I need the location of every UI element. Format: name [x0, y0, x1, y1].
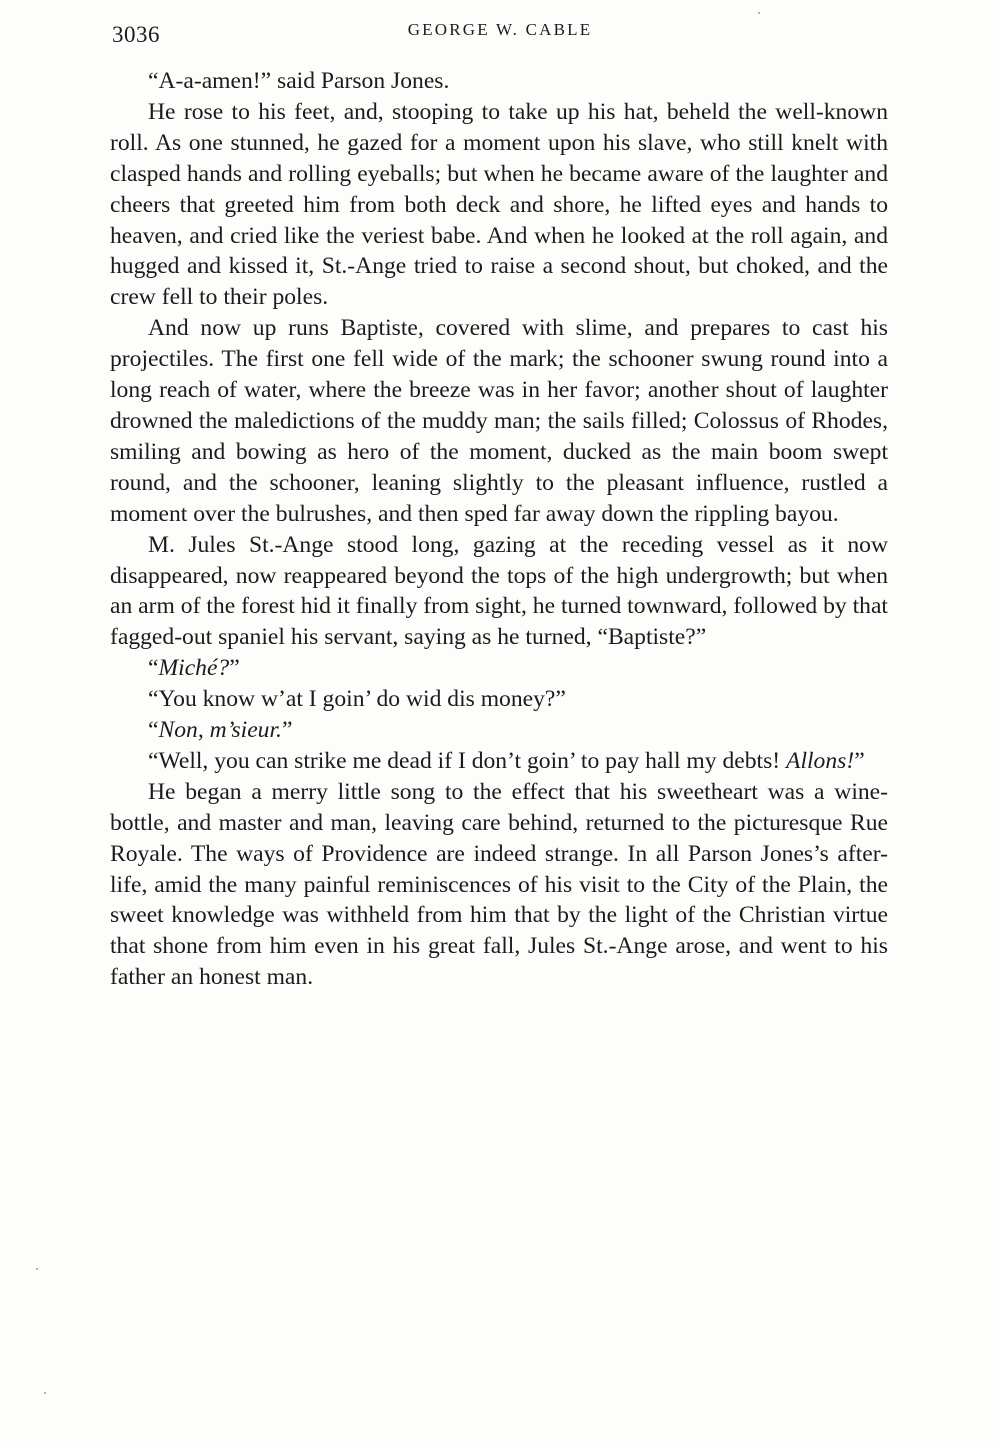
paragraph-miche [110, 653, 888, 684]
paragraph-non-msieur [110, 715, 888, 746]
close-quote: ” [229, 655, 240, 682]
paragraph-merry-song: He began a merry little song to the effect that his sweetheart was a wine-bottle, and master and man, leaving care behind, returned to the picturesque Rue Royale. The ways of Providence are indeed strange. In all Parson Jones’s after-life, amid the many painful reminiscences of his visit to the City of the Plain, the sweet knowledge was withheld from him that by the light of the Christian virtue that shone from him even in his great fall, Jules St.-Ange arose, and went to his father an honest man. [110, 778, 888, 991]
close-quote: ” [854, 747, 865, 774]
italic-allons: Allons! [786, 747, 855, 774]
paragraph-baptiste: And now up runs Baptiste, covered with slime, and prepares to cast his projectiles. The first one fell wide of the mark; the schooner swung round into a long reach of water, where the breeze was in her favor; another shout of laughter drowned the maledictions of the muddy man; the sails filled; Colossus of Rhodes, smiling and bowing as hero of the moment, ducked as the main boom swept round, and the schooner, leaning slightly to the pleasant influence, rustled a moment over the bulrushes, and then sped far away down the rippling bayou. [110, 315, 888, 527]
scan-speck [36, 1268, 38, 1270]
debts-text: “Well, you can strike me dead if I don’t goin’ to pay hall my debts! [148, 747, 787, 774]
open-quote: “ [148, 655, 159, 682]
italic-miche: Miché? [158, 655, 230, 682]
italic-non-msieur: Non, m’sieur. [158, 717, 282, 744]
paragraph-debts [110, 746, 888, 777]
scan-speck [44, 1392, 46, 1394]
page-number: 3036 [112, 22, 160, 47]
scan-speck [758, 12, 760, 14]
running-head: GEORGE W. CABLE [407, 20, 593, 39]
body-text [110, 66, 888, 993]
paragraph-money: “You know w’at I goin’ do wid dis money?” [148, 686, 566, 713]
open-quote: “ [148, 717, 159, 744]
close-quote: ” [281, 717, 293, 744]
paragraph-amen: “A-a-amen!” said Parson Jones. [148, 68, 450, 94]
paragraph-parson-rises: He rose to his feet, and, stooping to take up his hat, beheld the well-known roll. As one stunned, he gazed for a moment upon his slave, who still knelt with clasped hands and rolling eyeballs; but when he became aware of the laughter and cheers that greeted him from both deck and shore, he lifted eyes and hands to heaven, and cried like the veriest babe. And when he looked at the roll again, and hugged and kissed it, St.-Ange tried to raise a second shout, but choked, and the crew fell to their poles. [110, 98, 888, 311]
paragraph-st-ange: M. Jules St.-Ange stood long, gazing at the receding vessel as it now disappeared, now reappeared beyond the tops of the high undergrowth; but when an arm of the forest hid it finally from sight, he turned townward, followed by that fagged-out spaniel his servant, saying as he turned, “Baptiste?” [110, 531, 888, 651]
